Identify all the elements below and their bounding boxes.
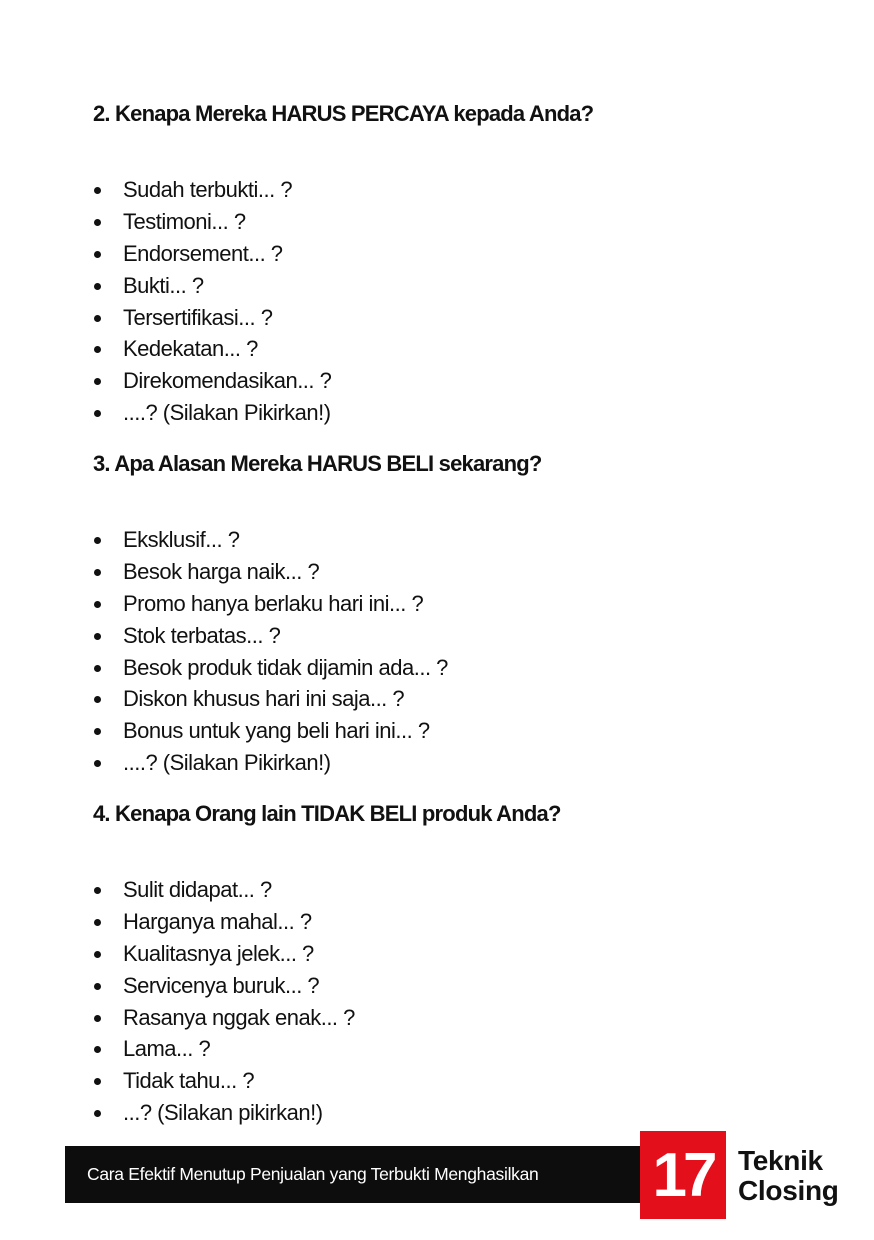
list-item (93, 174, 834, 206)
list-item (93, 1065, 834, 1097)
footer-number-badge (640, 1131, 726, 1219)
list-item (93, 1097, 834, 1129)
list-item-text: Promo hanya berlaku hari ini... ? (123, 590, 424, 616)
footer-book-title (738, 1146, 839, 1206)
list-item-text: Rasanya nggak enak... ? (123, 1004, 355, 1030)
bullet-icon (94, 919, 101, 926)
footer-number: 17 (652, 1140, 714, 1210)
list-item-text: Besok harga naik... ? (123, 558, 320, 584)
list-item-text: Bonus untuk yang beli hari ini... ? (123, 718, 430, 744)
list-item-text: Stok terbatas... ? (123, 622, 281, 648)
list-item (93, 397, 834, 429)
bullet-icon (94, 537, 101, 544)
list-item-text: Diskon khusus hari ini saja... ? (123, 686, 405, 712)
list-item (93, 620, 834, 652)
section-heading: 4. Kenapa Orang lain TIDAK BELI produk Anda? (93, 801, 561, 826)
list-item (93, 874, 834, 906)
list-item (93, 683, 834, 715)
footer-tagline-bar (65, 1146, 641, 1203)
list-item (93, 365, 834, 397)
list-item-text: Bukti... ? (123, 272, 204, 298)
bullet-icon (94, 696, 101, 703)
bullet-icon (94, 887, 101, 894)
list-item-text: Tidak tahu... ? (123, 1068, 255, 1094)
list-item (93, 906, 834, 938)
list-item (93, 333, 834, 365)
list-item (93, 524, 834, 556)
section-trust (93, 101, 834, 429)
list-item-text: Testimoni... ? (123, 208, 246, 234)
list-item-text: Kedekatan... ? (123, 336, 258, 362)
bullet-icon (94, 378, 101, 385)
list-item-text: ....? (Silakan Pikirkan!) (123, 400, 331, 426)
list-item-text: ....? (Silakan Pikirkan!) (123, 750, 331, 776)
list-item-text: Kualitasnya jelek... ? (123, 940, 314, 966)
bullet-icon (94, 1078, 101, 1085)
bullet-icon (94, 410, 101, 417)
bullet-icon (94, 1015, 101, 1022)
bullet-icon (94, 251, 101, 258)
list-item-text: Lama... ? (123, 1036, 211, 1062)
section-heading: 2. Kenapa Mereka HARUS PERCAYA kepada Anda? (93, 101, 594, 126)
bullet-icon (94, 983, 101, 990)
list-item (93, 206, 834, 238)
footer-tagline: Cara Efektif Menutup Penjualan yang Terbukti Menghasilkan (87, 1164, 539, 1184)
section-not-buying (93, 801, 834, 1129)
list-item (93, 747, 834, 779)
bullet-icon (94, 283, 101, 290)
list-item-text: Direkomendasikan... ? (123, 368, 332, 394)
bullet-icon (94, 1046, 101, 1053)
list-item (93, 588, 834, 620)
section-heading: 3. Apa Alasan Mereka HARUS BELI sekarang? (93, 451, 542, 476)
list-item (93, 715, 834, 747)
bullet-icon (94, 315, 101, 322)
bullet-icon (94, 346, 101, 353)
bullet-icon (94, 728, 101, 735)
bullet-icon (94, 601, 101, 608)
list-item (93, 238, 834, 270)
list-item (93, 652, 834, 684)
bullet-list (93, 874, 834, 1129)
bullet-list (93, 174, 834, 429)
section-buy-now (93, 451, 834, 779)
bullet-icon (94, 760, 101, 767)
list-item (93, 938, 834, 970)
list-item (93, 556, 834, 588)
list-item-text: Besok produk tidak dijamin ada... ? (123, 654, 448, 680)
footer-title-line1: Teknik (738, 1145, 823, 1176)
bullet-icon (94, 951, 101, 958)
list-item-text: Eksklusif... ? (123, 527, 240, 552)
list-item (93, 970, 834, 1002)
list-item (93, 1002, 834, 1034)
bullet-icon (94, 1110, 101, 1117)
bullet-icon (94, 219, 101, 226)
bullet-list (93, 524, 834, 779)
bullet-icon (94, 665, 101, 672)
bullet-icon (94, 633, 101, 640)
list-item-text: Tersertifikasi... ? (123, 304, 273, 330)
bullet-icon (94, 187, 101, 194)
list-item-text: Harganya mahal... ? (123, 908, 312, 934)
list-item-text: Sulit didapat... ? (123, 877, 272, 902)
list-item-text: ...? (Silakan pikirkan!) (123, 1100, 323, 1126)
list-item (93, 270, 834, 302)
list-item-text: Servicenya buruk... ? (123, 972, 320, 998)
list-item-text: Sudah terbukti... ? (123, 177, 293, 202)
list-item (93, 302, 834, 334)
bullet-icon (94, 569, 101, 576)
footer-title-line2: Closing (738, 1175, 839, 1206)
list-item-text: Endorsement... ? (123, 240, 283, 266)
list-item (93, 1033, 834, 1065)
